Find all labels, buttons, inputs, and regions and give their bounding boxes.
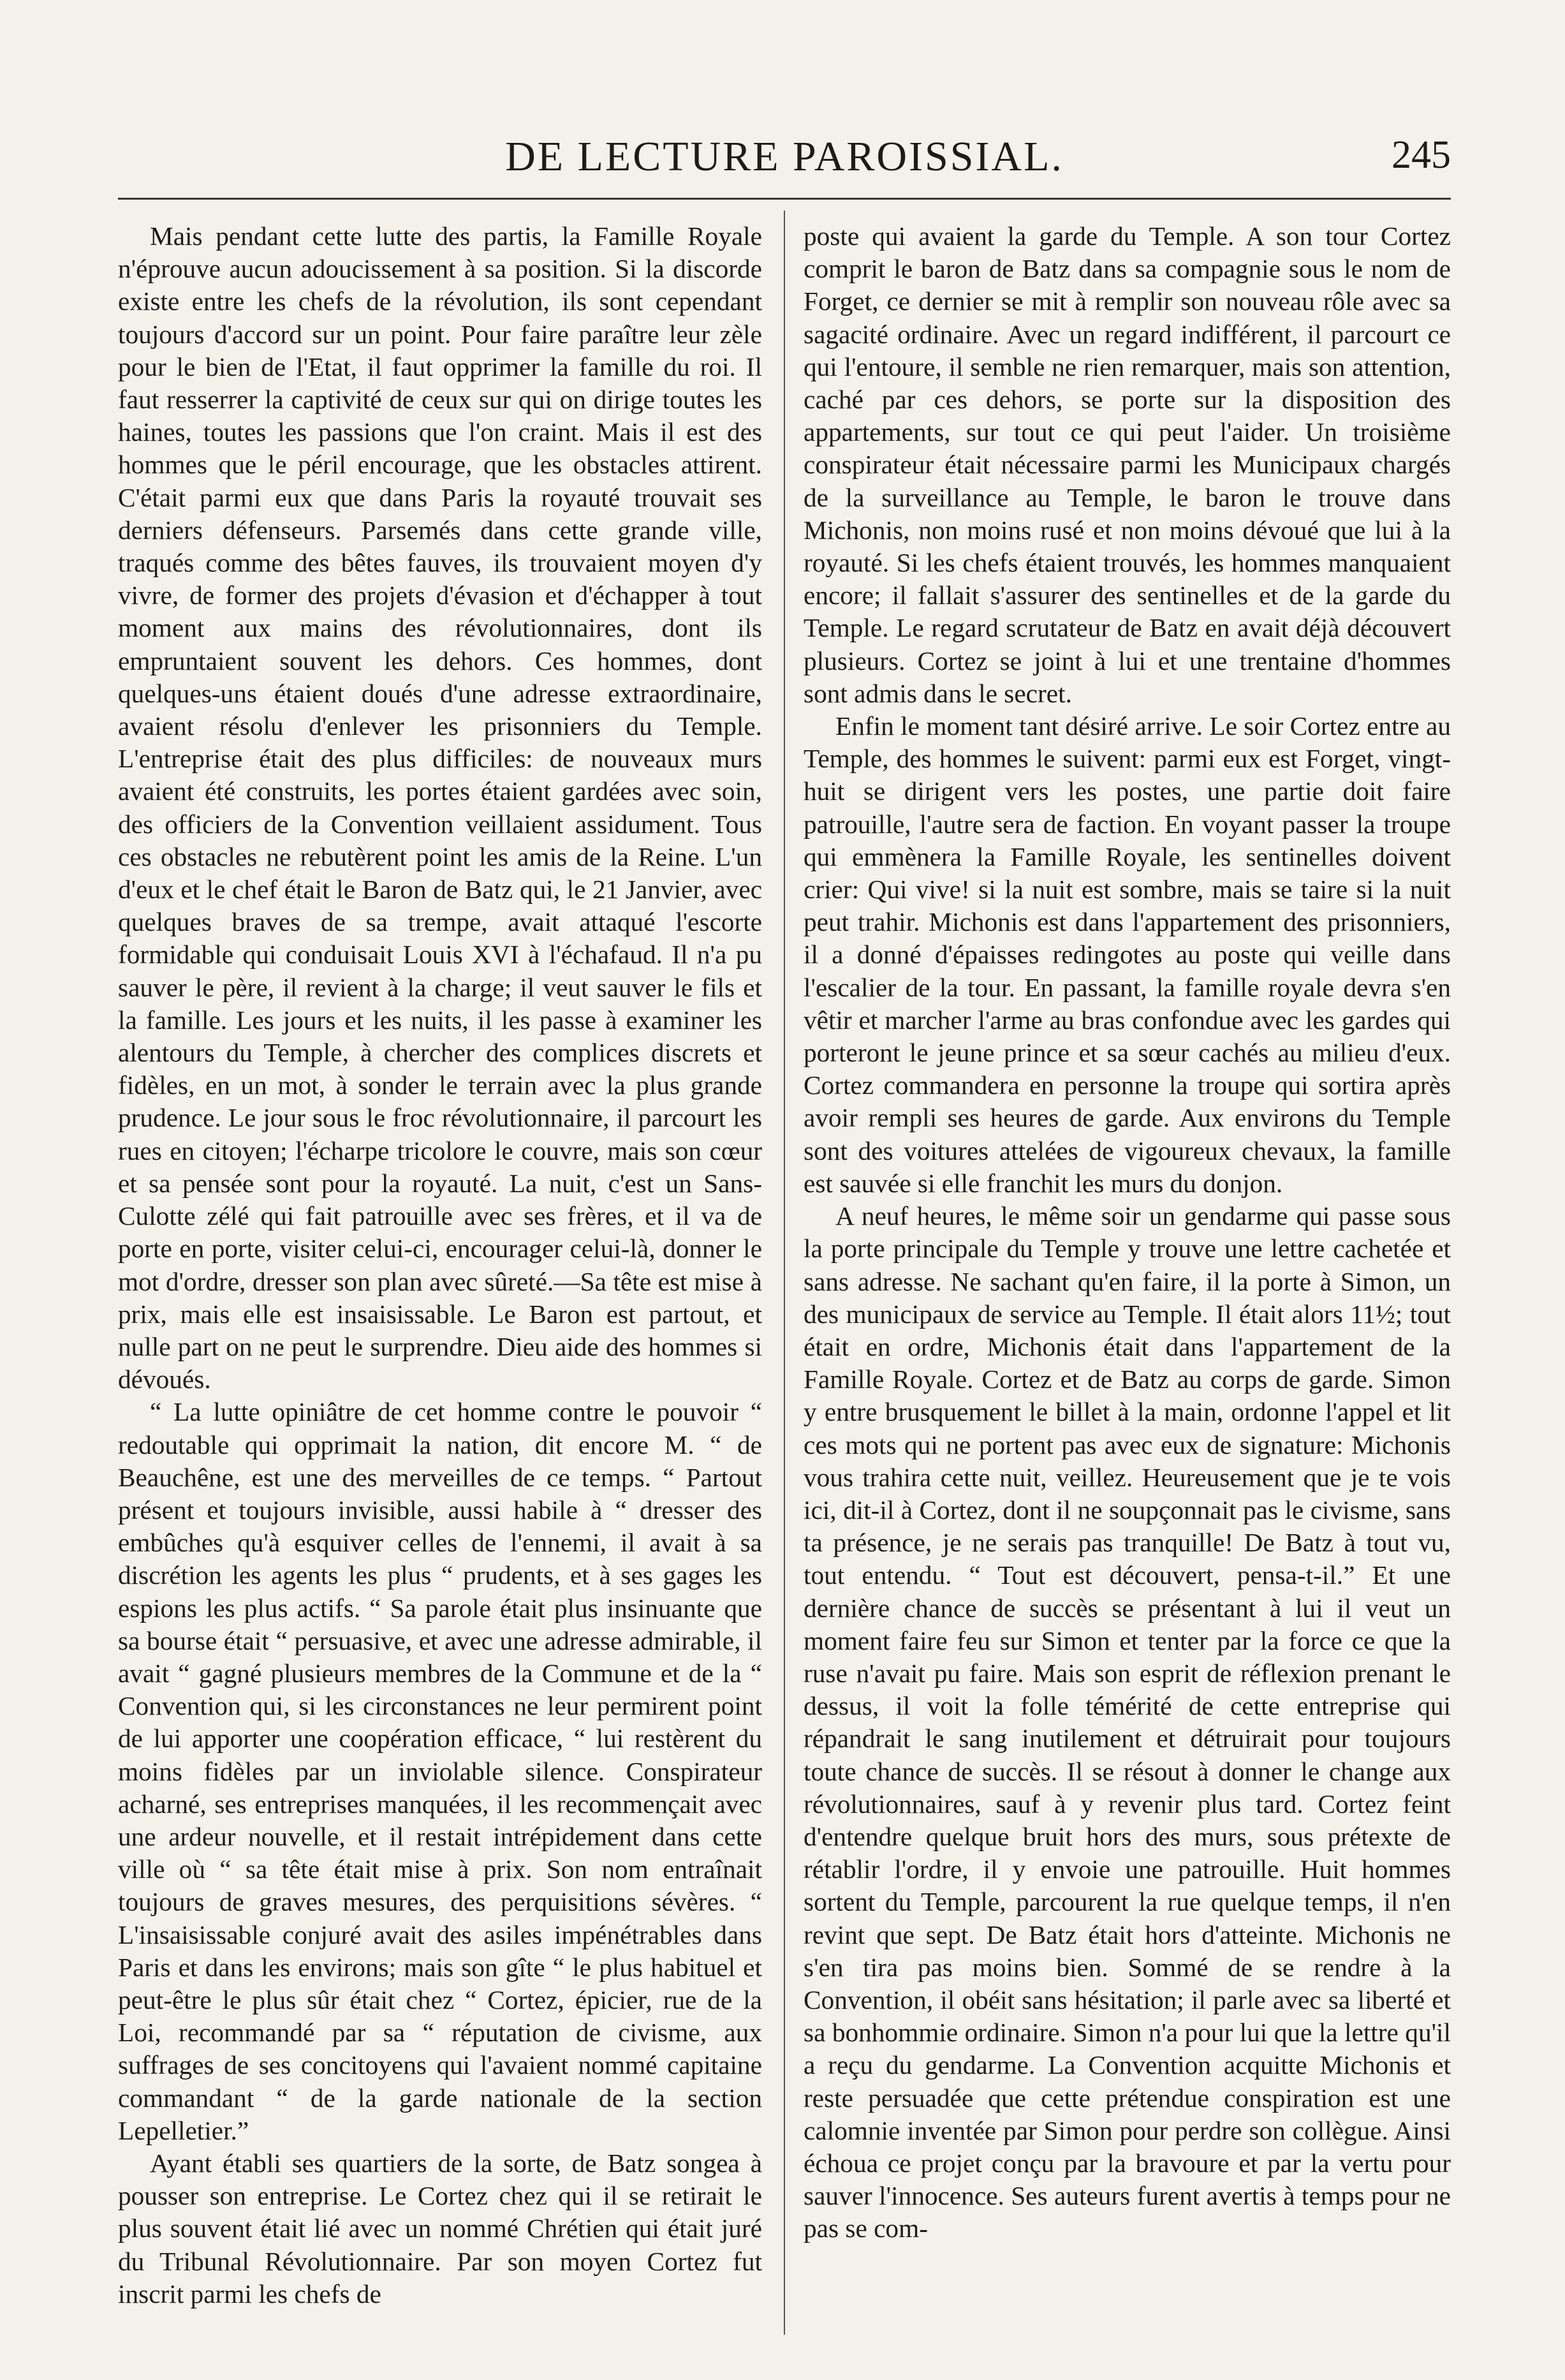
page-number: 245 [1392, 133, 1451, 177]
paragraph: Enfin le moment tant désiré arrive. Le soir Cortez entre au Temple, des hommes le suivent: parmi eux est Forget, vingt-huit se dirigent vers les postes, une partie doit faire patrouille, l'autre sera de faction. En voyant passer la troupe qui emmènera la Famille Royale, les sentinelles doivent crier: Qui vive! si la nuit est sombre, mais se taire si la nuit peut trahir. Michonis est dans l'appartement des prisonniers, il a donné d'épaisses redingotes au poste qui veille dans l'escalier de la tour. En passant, la famille royale devra s'en vêtir et marcher l'arme au bras confondue avec les gardes qui porteront le jeune prince et sa sœur cachés au milieu d'eux. Cortez commandera en personne la troupe qui sortira après avoir rempli ses heures de garde. Aux environs du Temple sont des voitures attelées de vigoureux chevaux, la famille est sauvée si elle franchit les murs du donjon. [804, 711, 1451, 1198]
column-divider [784, 211, 785, 2335]
paragraph: Ayant établi ses quartiers de la sorte, de Batz songea à pousser son entreprise. Le Cortez chez qui il se retirait le plus souvent était lié avec un nommé Chrétien qui était juré du Tribunal Révolutionnaire. Par son moyen Cortez fut inscrit parmi les chefs de [118, 2148, 762, 2309]
paragraph: Mais pendant cette lutte des partis, la Famille Royale n'éprouve aucun adoucissement à sa position. Si la discorde existe entre les chefs de la révolution, ils sont cependant toujours d'accord sur un point. Pour faire paraître leur zèle pour le bien de l'Etat, il faut opprimer la famille du roi. Il faut resserrer la captivité de ceux sur qui on dirige toutes les haines, toutes les passions que l'on craint. Mais il est des hommes que le péril encourage, que les obstacles attirent. C'était parmi eux que dans Paris la royauté trouvait ses derniers défenseurs. Parsemés dans cette grande ville, traqués comme des bêtes fauves, ils trouvaient moyen d'y vivre, de former des projets d'évasion et d'échapper à tout moment aux mains des révolutionnaires, dont ils empruntaient souvent les dehors. Ces hommes, dont quelques-uns étaient doués d'une adresse extraordinaire, avaient résolu d'enlever les prisonniers du Temple. L'entreprise était des plus difficiles: de nouveaux murs avaient été construits, les portes étaient gardées avec soin, des officiers de la Convention veillaient assidument. Tous ces obstacles ne rebutèrent point les amis de la Reine. L'un d'eux et le chef était le Baron de Batz qui, le 21 Janvier, avec quelques braves de sa trempe, avait attaqué l'escorte formidable qui conduisait Louis XVI à l'échafaud. Il n'a pu sauver le père, il revient à la charge; il veut sauver le fils et la famille. Les jours et les nuits, il les passe à examiner les alentours du Temple, à chercher des complices discrets et fidèles, en un mot, à sonder le terrain avec la plus grande prudence. Le jour sous le froc révolutionnaire, il parcourt les rues en citoyen; l'écharpe tricolore le couvre, mais son cœur et sa pensée sont pour la royauté. La nuit, c'est un Sans-Culotte zélé qui fait patrouille avec ses frères, et il va de porte en porte, visiter celui-ci, encourager celui-là, donner le mot d'ordre, dresser son plan avec sûreté.—Sa tête est mise à prix, mais elle est insaisissable. Le Baron est partout, et nulle part on ne peut le surprendre. Dieu aide des hommes si dévoués. [118, 221, 762, 1394]
header-rule [118, 198, 1451, 200]
paragraph: A neuf heures, le même soir un gendarme qui passe sous la porte principale du Temple y trouve une lettre cachetée et sans adresse. Ne sachant qu'en faire, il la porte à Simon, un des municipaux de service au Temple. Il était alors 11½; tout était en ordre, Michonis était dans l'appartement de la Famille Royale. Cortez et de Batz au corps de garde. Simon y entre brusquement le billet à la main, ordonne l'appel et lit ces mots qui ne portent pas avec eux de signature: Michonis vous trahira cette nuit, veillez. Heureusement que je te vois ici, dit-il à Cortez, dont il ne soupçonnait pas le civisme, sans ta présence, je ne serais pas tranquille! De Batz à tout vu, tout entendu. “ Tout est découvert, pensa-t-il.” Et une dernière chance de succès se présentant à lui il veut un moment faire feu sur Simon et tenter par la force ce que la ruse n'avait pu faire. Mais son esprit de réflexion prenant le dessus, il voit la folle témérité de cette entreprise qui répandrait le sang inutilement et détruirait pour toujours toute chance de succès. Il se résout à donner le change aux révolutionnaires, sauf à y revenir plus tard. Cortez feint d'entendre quelque bruit hors des murs, sous prétexte de rétablir l'ordre, il y envoie une patrouille. Huit hommes sortent du Temple, parcourent la rue quelque temps, il n'en revint que sept. De Batz était hors d'atteinte. Michonis ne s'en tira pas moins bien. Sommé de se rendre à la Convention, il obéit sans hésitation; il parle avec sa liberté et sa bonhommie ordinaire. Simon n'a pour lui que la lettre qu'il a reçu du gendarme. La Convention acquitte Michonis et reste persuadée que cette prétendue conspiration est une calomnie inventée par Simon pour perdre son collègue. Ainsi échoua ce projet conçu par la bravoure et par la vertu pour sauver l'innocence. Ses auteurs furent avertis à temps pour ne pas se com- [804, 1201, 1451, 2243]
running-head [118, 133, 1451, 190]
left-column [118, 220, 762, 2344]
running-title: DE LECTURE PAROISSIAL. [505, 133, 1064, 180]
quote-paragraph: “ La lutte opiniâtre de cet homme contre le pouvoir “ redoutable qui opprimait la nation, dit encore M. “ de Beauchêne, est une des merveilles de ce temps. “ Partout présent et toujours invisible, aussi habile à “ dresser des embûches qu'à esquiver celles de l'ennemi, il avait à sa discrétion les agents les plus “ prudents, et à ses gages les espions les plus actifs. “ Sa parole était plus insinuante que sa bourse était “ persuasive, et avec une adresse admirable, il avait “ gagné plusieurs membres de la Commune et de la “ Convention qui, si les circonstances ne leur permirent point de lui apporter une coopération efficace, “ lui restèrent du moins fidèles par un inviolable silence. Conspirateur acharné, ses entreprises manquées, il les recommençait avec une ardeur nouvelle, et il restait intrépidement dans cette ville où “ sa tête était mise à prix. Son nom entraînait toujours de graves mesures, des perquisitions sévères. “ L'insaisissable conjuré avait des asiles impénétrables dans Paris et dans les environs; mais son gîte “ le plus habituel et peut-être le plus sûr était chez “ Cortez, épicier, rue de la Loi, recommandé par sa “ réputation de civisme, aux suffrages de ses concitoyens qui l'avaient nommé capitaine commandant “ de la garde nationale de la section Lepelletier.” [118, 1397, 762, 2145]
right-column [804, 220, 1451, 2344]
paragraph: poste qui avaient la garde du Temple. A son tour Cortez comprit le baron de Batz dans sa compagnie sous le nom de Forget, ce dernier se mit à remplir son nouveau rôle avec sa sagacité ordinaire. Avec un regard indifférent, il parcourt ce qui l'entoure, il semble ne rien remarquer, mais son attention, caché par ces dehors, se porte sur la disposition des appartements, sur tout ce qui peut l'aider. Un troisième conspirateur était nécessaire parmi les Municipaux chargés de la surveillance au Temple, le baron le trouve dans Michonis, non moins rusé et non moins dévoué que lui à la royauté. Si les chefs étaient trouvés, les hommes manquaient encore; il fallait s'assurer des sentinelles et de la garde du Temple. Le regard scrutateur de Batz en avait déjà découvert plusieurs. Cortez se joint à lui et une trentaine d'hommes sont admis dans le secret. [804, 221, 1451, 708]
